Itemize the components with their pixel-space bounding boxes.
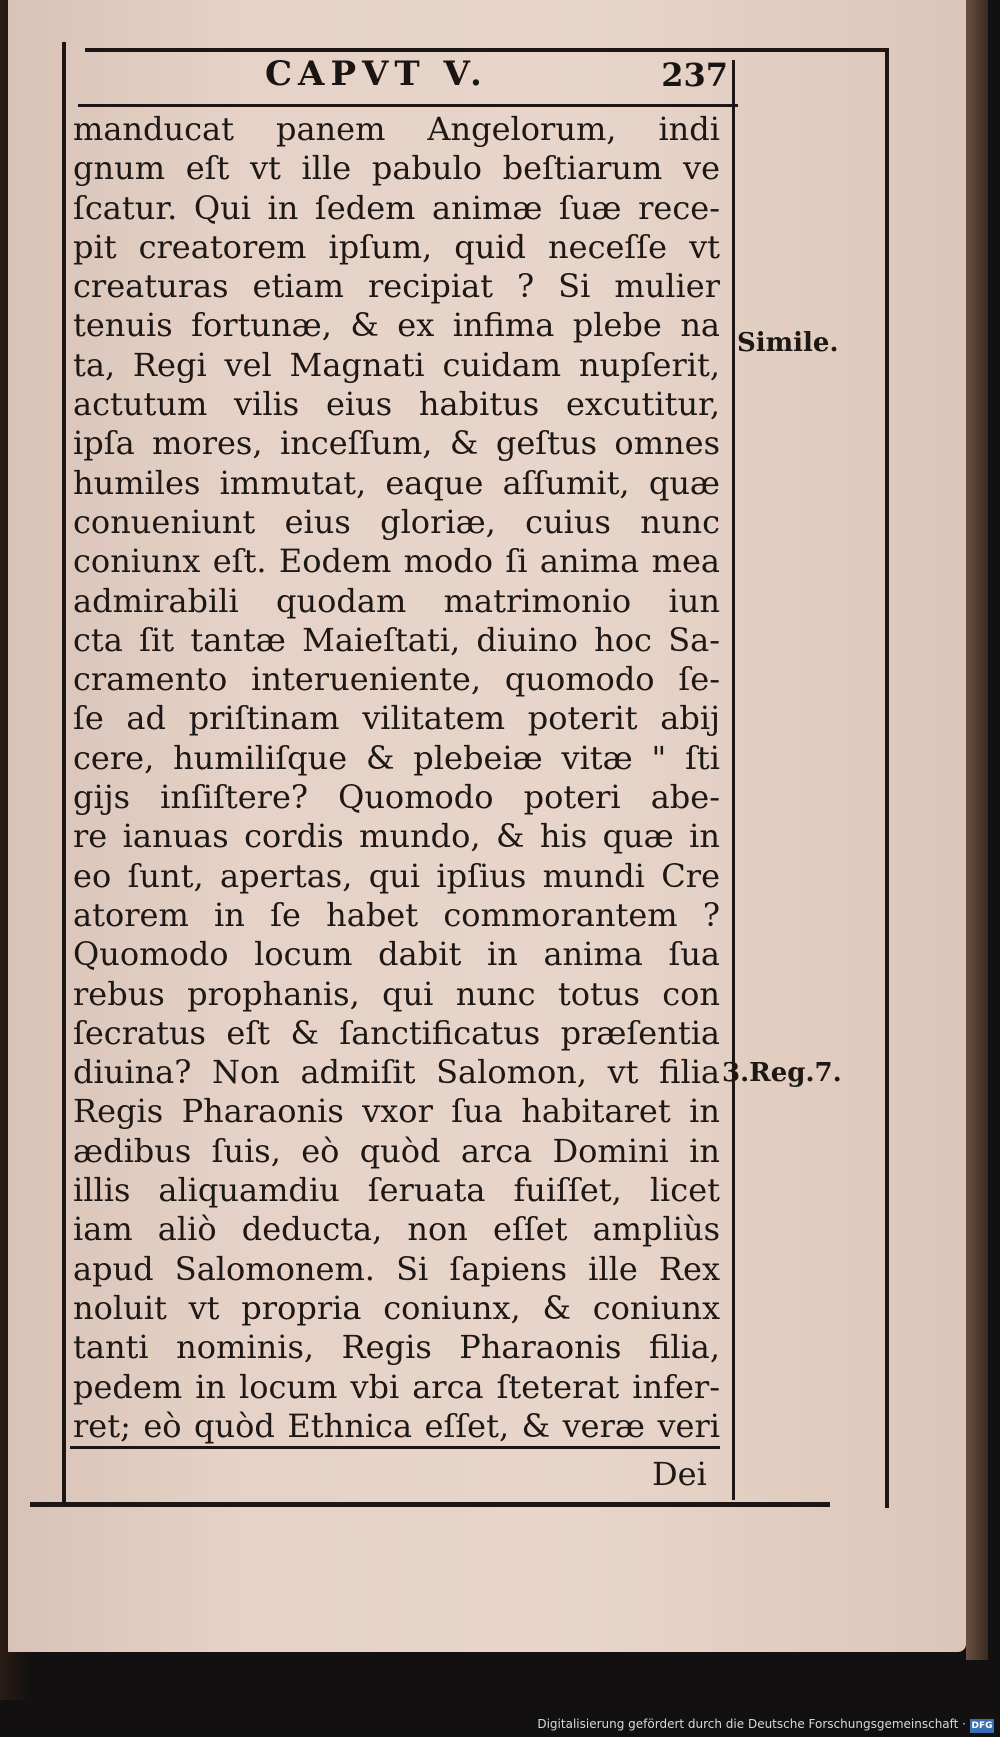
text-line: re ianuas cordis mundo, & his quæ in [73,817,720,856]
catchword: Dei [652,1455,707,1493]
text-line: actutum vilis eius habitus excutitur, [73,385,720,424]
text-line: ipſa mores, inceſſum, & geſtus omnes [73,424,720,463]
text-line: ret; eò quòd Ethnica eſſet, & veræ veri [73,1406,720,1445]
text-line: Quomodo locum dabit in anima ſua [73,935,720,974]
text-line: admirabili quodam matrimonio iun [73,581,720,620]
text-bottom-rule [70,1446,720,1449]
text-line: coniunx eſt. Eodem modo ſi anima mea [73,542,720,581]
bottom-rule [30,1502,830,1507]
text-line: pit creatorem ipſum, quid neceſſe vt [73,227,720,266]
header-rule [78,104,738,107]
text-line: manducat panem Angelorum, indi [73,110,720,148]
text-line: diuina? Non admiſit Salomon, vt filia [73,1053,720,1092]
text-line: creaturas etiam recipiat ? Si mulier [73,267,720,306]
text-line: cere, humiliſque & plebeiæ vitæ " ſti [73,738,720,777]
text-line: apud Salomonem. Si ſapiens ille Rex [73,1249,720,1288]
body-text [73,110,720,1446]
text-line: pedem in locum vbi arca ſteterat infer- [73,1367,720,1406]
text-line: ſcatur. Qui in ſedem animæ ſuæ rece- [73,188,720,227]
text-line: ſe ad priſtinam vilitatem poterit abij [73,699,720,738]
margin-note-reference: 3.Reg.7. [722,1058,842,1088]
right-frame-rule [885,48,889,1508]
text-line: ædibus ſuis, eò quòd arca Domini in [73,1131,720,1170]
text-line: rebus prophanis, qui nunc totus con [73,974,720,1013]
margin-divider-rule [732,60,735,1500]
page-header [80,52,730,102]
text-line: ſecratus eſt & ſanctificatus præſentia [73,1013,720,1052]
text-line: cramento interueniente, quomodo ſe- [73,660,720,699]
text-line: illis aliquamdiu ſeruata fuiſſet, licet [73,1171,720,1210]
text-line: ta, Regi vel Magnati cuidam nupſerit, [73,345,720,384]
text-line: tenuis fortunæ, & ex infima plebe na [73,306,720,345]
dfg-logo: DFG [971,1721,993,1731]
text-line: gnum eſt vt ille pabulo beſtiarum ve [73,149,720,188]
digitization-credit: Digitalisierung gefördert durch die Deutsche Forschungsgemeinschaft · [537,1717,966,1731]
page-number: 237 [661,56,728,94]
text-line: atorem in ſe habet commorantem ? [73,895,720,934]
left-frame-rule [62,42,66,1504]
text-line: gijs inſiſtere? Quomodo poteri abe- [73,778,720,817]
text-line: eo ſunt, apertas, qui ipſius mundi Cre [73,856,720,895]
text-line: Regis Pharaonis vxor ſua habitaret in [73,1092,720,1131]
running-title: CAPVT V. [265,54,488,94]
page-edge [966,0,988,1660]
text-line: tanti nominis, Regis Pharaonis filia, [73,1328,720,1367]
text-line: cta ſit tantæ Maieſtati, diuino hoc Sa- [73,620,720,659]
text-line: humiles immutat, eaque aſſumit, quæ [73,463,720,502]
text-line: iam aliò deducta, non eſſet ampliùs [73,1210,720,1249]
text-line: noluit vt propria coniunx, & coniunx [73,1288,720,1327]
text-line: conueniunt eius gloriæ, cuius nunc [73,502,720,541]
margin-note-simile: Simile. [737,328,839,358]
